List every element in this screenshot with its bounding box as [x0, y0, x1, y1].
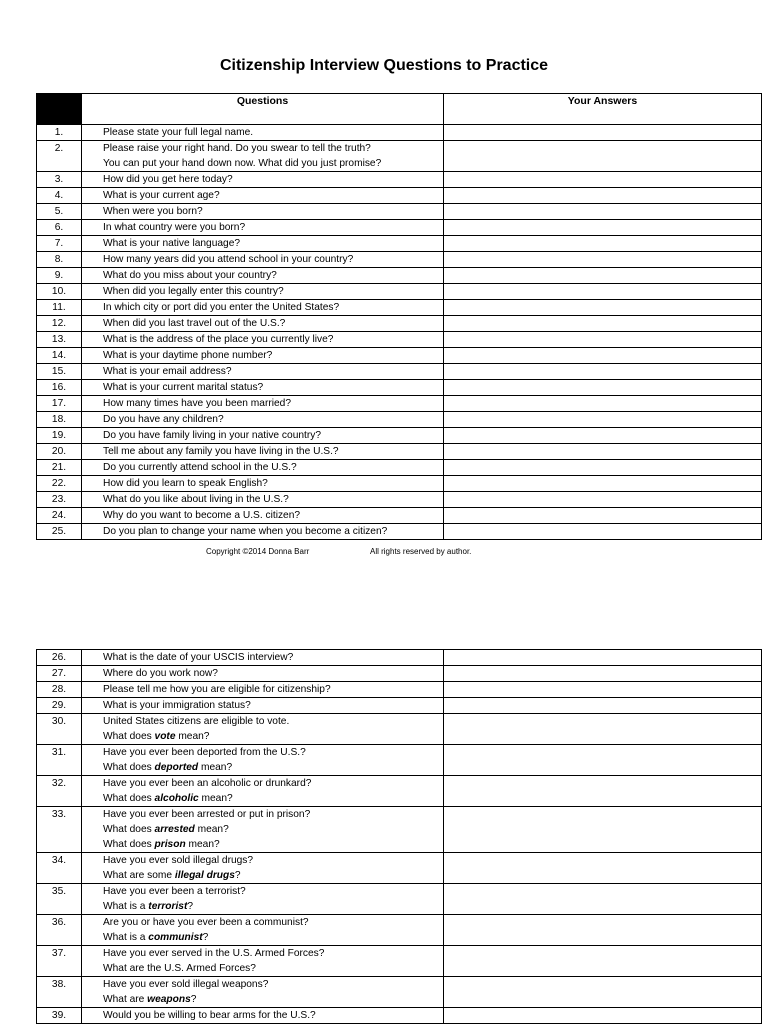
answer-cell[interactable] — [444, 698, 762, 714]
question-line — [103, 760, 443, 775]
answer-cell[interactable] — [444, 380, 762, 396]
answer-cell[interactable] — [444, 884, 762, 915]
answer-cell[interactable] — [444, 172, 762, 188]
question-number: 7. — [37, 236, 82, 252]
question-row — [37, 714, 762, 745]
question-row — [37, 807, 762, 853]
question-text — [82, 745, 444, 776]
question-row — [37, 316, 762, 332]
question-text — [82, 460, 444, 476]
question-line: Do you plan to change your name when you become a citizen? — [103, 526, 388, 537]
question-number: 22. — [37, 476, 82, 492]
question-row — [37, 188, 762, 204]
question-row — [37, 236, 762, 252]
question-text-segment: ? — [234, 870, 241, 881]
answer-cell[interactable] — [444, 524, 762, 540]
answer-cell[interactable] — [444, 252, 762, 268]
answer-cell[interactable] — [444, 508, 762, 524]
question-line — [103, 930, 443, 945]
question-row — [37, 332, 762, 348]
question-line — [103, 899, 443, 914]
question-text — [82, 284, 444, 300]
question-row — [37, 300, 762, 316]
question-number: 19. — [37, 428, 82, 444]
questions-table-2 — [36, 649, 762, 1024]
answer-cell[interactable] — [444, 946, 762, 977]
question-number: 18. — [37, 412, 82, 428]
question-text-segment: What does — [103, 762, 155, 773]
question-line: You can put your hand down now. What did you just promise? — [103, 158, 382, 169]
question-text-segment: ? — [190, 994, 197, 1005]
question-line: Please raise your right hand. Do you swear to tell the truth? — [103, 143, 371, 154]
header-your-answers: Your Answers — [444, 94, 762, 125]
question-number: 26. — [37, 650, 82, 666]
emphasized-term: vote — [154, 731, 176, 742]
answer-cell[interactable] — [444, 915, 762, 946]
question-row — [37, 348, 762, 364]
question-line: What do you like about living in the U.S.? — [103, 494, 289, 505]
question-text — [82, 714, 444, 745]
rights-reserved-text: All rights reserved by author. — [370, 547, 472, 556]
question-text — [82, 508, 444, 524]
question-number: 32. — [37, 776, 82, 807]
question-text — [82, 428, 444, 444]
answer-cell[interactable] — [444, 476, 762, 492]
question-text — [82, 125, 444, 141]
question-text — [82, 316, 444, 332]
question-text-segment: ? — [187, 901, 194, 912]
question-number: 34. — [37, 853, 82, 884]
question-number: 6. — [37, 220, 82, 236]
emphasized-term: terrorist — [148, 901, 188, 912]
answer-cell[interactable] — [444, 807, 762, 853]
question-line — [103, 868, 443, 883]
question-text — [82, 853, 444, 884]
question-line: Why do you want to become a U.S. citizen? — [103, 510, 301, 521]
question-text — [82, 682, 444, 698]
emphasized-term: illegal drugs — [174, 870, 235, 881]
question-number: 10. — [37, 284, 82, 300]
answer-cell[interactable] — [444, 1008, 762, 1024]
answer-cell[interactable] — [444, 745, 762, 776]
question-text-segment: mean? — [185, 839, 220, 850]
question-line — [103, 822, 443, 837]
question-number: 38. — [37, 977, 82, 1008]
question-row — [37, 666, 762, 682]
copyright-text: Copyright ©2014 Donna Barr — [206, 547, 310, 556]
question-number: 31. — [37, 745, 82, 776]
question-row — [37, 776, 762, 807]
question-text-segment: What is a — [103, 932, 149, 943]
question-line: Have you ever been arrested or put in prison? — [103, 809, 311, 820]
question-text — [82, 915, 444, 946]
question-row — [37, 946, 762, 977]
answer-cell[interactable] — [444, 204, 762, 220]
question-row — [37, 172, 762, 188]
question-text — [82, 252, 444, 268]
answer-cell[interactable] — [444, 853, 762, 884]
question-line: Have you ever been an alcoholic or drunkard? — [103, 778, 312, 789]
question-row — [37, 125, 762, 141]
question-text — [82, 348, 444, 364]
question-row — [37, 220, 762, 236]
question-number: 13. — [37, 332, 82, 348]
question-line: Do you have family living in your native country? — [103, 430, 322, 441]
questions-body-2 — [37, 650, 762, 1024]
question-row — [37, 476, 762, 492]
answer-cell[interactable] — [444, 460, 762, 476]
emphasized-term: weapons — [147, 994, 191, 1005]
question-text-segment: What does — [103, 793, 155, 804]
question-number: 21. — [37, 460, 82, 476]
question-number: 23. — [37, 492, 82, 508]
question-line: Do you have any children? — [103, 414, 224, 425]
question-row — [37, 853, 762, 884]
question-text — [82, 492, 444, 508]
answer-cell[interactable] — [444, 650, 762, 666]
emphasized-term: deported — [154, 762, 199, 773]
question-text-segment: mean? — [198, 793, 233, 804]
question-text — [82, 220, 444, 236]
question-number: 33. — [37, 807, 82, 853]
question-line: What is the date of your USCIS interview? — [103, 652, 294, 663]
question-line: When did you last travel out of the U.S.? — [103, 318, 286, 329]
header-number-cell — [37, 94, 82, 125]
answer-cell[interactable] — [444, 284, 762, 300]
question-text — [82, 188, 444, 204]
question-row — [37, 444, 762, 460]
question-row — [37, 460, 762, 476]
question-row — [37, 650, 762, 666]
question-number: 17. — [37, 396, 82, 412]
question-number: 28. — [37, 682, 82, 698]
answer-cell[interactable] — [444, 492, 762, 508]
answer-cell[interactable] — [444, 396, 762, 412]
question-text — [82, 172, 444, 188]
emphasized-term: prison — [154, 839, 186, 850]
question-line: When did you legally enter this country? — [103, 286, 284, 297]
question-number: 14. — [37, 348, 82, 364]
answer-cell[interactable] — [444, 348, 762, 364]
question-row — [37, 268, 762, 284]
question-line: Where do you work now? — [103, 668, 218, 679]
question-line: What do you miss about your country? — [103, 270, 277, 281]
question-line: Have you ever been deported from the U.S.? — [103, 747, 306, 758]
answer-cell[interactable] — [444, 364, 762, 380]
question-number: 30. — [37, 714, 82, 745]
question-text — [82, 396, 444, 412]
question-line: How did you learn to speak English? — [103, 478, 268, 489]
question-text — [82, 300, 444, 316]
question-text-segment: mean? — [194, 824, 229, 835]
question-text — [82, 946, 444, 977]
question-number: 16. — [37, 380, 82, 396]
question-text — [82, 650, 444, 666]
question-text — [82, 807, 444, 853]
question-number: 35. — [37, 884, 82, 915]
question-line: In which city or port did you enter the United States? — [103, 302, 340, 313]
question-text-segment: What does — [103, 824, 155, 835]
question-row — [37, 428, 762, 444]
question-line: When were you born? — [103, 206, 203, 217]
emphasized-term: arrested — [154, 824, 195, 835]
question-row — [37, 745, 762, 776]
question-row — [37, 252, 762, 268]
question-row — [37, 284, 762, 300]
question-number: 24. — [37, 508, 82, 524]
answer-cell[interactable] — [444, 428, 762, 444]
question-text — [82, 444, 444, 460]
question-line: What is the address of the place you currently live? — [103, 334, 334, 345]
question-row — [37, 396, 762, 412]
question-line: Tell me about any family you have living in the U.S.? — [103, 446, 339, 457]
answer-cell[interactable] — [444, 332, 762, 348]
answer-cell[interactable] — [444, 666, 762, 682]
question-line: How many years did you attend school in your country? — [103, 254, 354, 265]
question-number: 9. — [37, 268, 82, 284]
question-text — [82, 380, 444, 396]
question-line — [103, 729, 443, 744]
question-text-segment: What does — [103, 839, 155, 850]
question-line: Please tell me how you are eligible for citizenship? — [103, 684, 331, 695]
answer-cell[interactable] — [444, 141, 762, 172]
question-number: 2. — [37, 141, 82, 172]
question-number: 12. — [37, 316, 82, 332]
question-text — [82, 332, 444, 348]
questions-table-1 — [36, 93, 762, 540]
question-number: 15. — [37, 364, 82, 380]
question-number: 39. — [37, 1008, 82, 1024]
question-text-segment: mean? — [198, 762, 233, 773]
question-line — [103, 791, 443, 806]
question-text-segment: What is a — [103, 901, 149, 912]
question-line: In what country were you born? — [103, 222, 246, 233]
question-row — [37, 412, 762, 428]
answer-cell[interactable] — [444, 300, 762, 316]
question-number: 37. — [37, 946, 82, 977]
question-row — [37, 884, 762, 915]
answer-cell[interactable] — [444, 236, 762, 252]
question-line: What is your native language? — [103, 238, 241, 249]
question-line: How did you get here today? — [103, 174, 233, 185]
page-title: Citizenship Interview Questions to Practice — [219, 57, 549, 74]
question-line: Have you ever been a terrorist? — [103, 886, 246, 897]
question-text — [82, 524, 444, 540]
question-number: 3. — [37, 172, 82, 188]
question-text-segment: mean? — [175, 731, 210, 742]
question-text-segment: What are — [103, 994, 148, 1005]
question-row — [37, 508, 762, 524]
question-row — [37, 698, 762, 714]
question-text — [82, 268, 444, 284]
question-row — [37, 915, 762, 946]
question-text-segment: What are some — [103, 870, 175, 881]
question-text-segment: What does — [103, 731, 155, 742]
question-text — [82, 476, 444, 492]
question-row — [37, 524, 762, 540]
question-text — [82, 776, 444, 807]
question-text — [82, 977, 444, 1008]
question-line: Would you be willing to bear arms for the U.S.? — [103, 1010, 316, 1021]
question-text — [82, 412, 444, 428]
question-line: United States citizens are eligible to vote. — [103, 716, 290, 727]
question-text — [82, 1008, 444, 1024]
question-row — [37, 364, 762, 380]
question-text — [82, 884, 444, 915]
header-questions: Questions — [82, 94, 444, 125]
table-header-row — [37, 94, 762, 125]
question-line — [103, 992, 443, 1007]
question-row — [37, 1008, 762, 1024]
answer-cell[interactable] — [444, 412, 762, 428]
question-text — [82, 666, 444, 682]
question-text — [82, 698, 444, 714]
question-line: Have you ever sold illegal drugs? — [103, 855, 254, 866]
question-number: 27. — [37, 666, 82, 682]
question-text — [82, 204, 444, 220]
question-line: What are the U.S. Armed Forces? — [103, 963, 256, 974]
question-number: 8. — [37, 252, 82, 268]
question-row — [37, 380, 762, 396]
question-row — [37, 204, 762, 220]
question-line: Have you ever served in the U.S. Armed Forces? — [103, 948, 325, 959]
question-line: What is your daytime phone number? — [103, 350, 273, 361]
question-text-segment: ? — [202, 932, 209, 943]
question-row — [37, 141, 762, 172]
emphasized-term: communist — [148, 932, 203, 943]
question-line — [103, 837, 443, 852]
question-text — [82, 364, 444, 380]
answer-cell[interactable] — [444, 268, 762, 284]
question-line: How many times have you been married? — [103, 398, 291, 409]
question-line: What is your current age? — [103, 190, 220, 201]
question-number: 25. — [37, 524, 82, 540]
answer-cell[interactable] — [444, 220, 762, 236]
question-line: What is your email address? — [103, 366, 232, 377]
question-line: Do you currently attend school in the U.S.? — [103, 462, 297, 473]
answer-cell[interactable] — [444, 776, 762, 807]
question-row — [37, 492, 762, 508]
question-number: 1. — [37, 125, 82, 141]
question-line: Have you ever sold illegal weapons? — [103, 979, 269, 990]
answer-cell[interactable] — [444, 125, 762, 141]
answer-cell[interactable] — [444, 977, 762, 1008]
question-number: 36. — [37, 915, 82, 946]
question-row — [37, 682, 762, 698]
question-line: What is your immigration status? — [103, 700, 251, 711]
answer-cell[interactable] — [444, 714, 762, 745]
question-number: 20. — [37, 444, 82, 460]
question-line: What is your current marital status? — [103, 382, 264, 393]
question-text — [82, 141, 444, 172]
answer-cell[interactable] — [444, 444, 762, 460]
answer-cell[interactable] — [444, 316, 762, 332]
emphasized-term: alcoholic — [154, 793, 199, 804]
question-text — [82, 236, 444, 252]
question-number: 5. — [37, 204, 82, 220]
question-row — [37, 977, 762, 1008]
question-number: 11. — [37, 300, 82, 316]
question-number: 29. — [37, 698, 82, 714]
answer-cell[interactable] — [444, 682, 762, 698]
question-line: Are you or have you ever been a communist? — [103, 917, 309, 928]
answer-cell[interactable] — [444, 188, 762, 204]
question-line: Please state your full legal name. — [103, 127, 254, 138]
questions-body-1 — [37, 125, 762, 540]
question-number: 4. — [37, 188, 82, 204]
